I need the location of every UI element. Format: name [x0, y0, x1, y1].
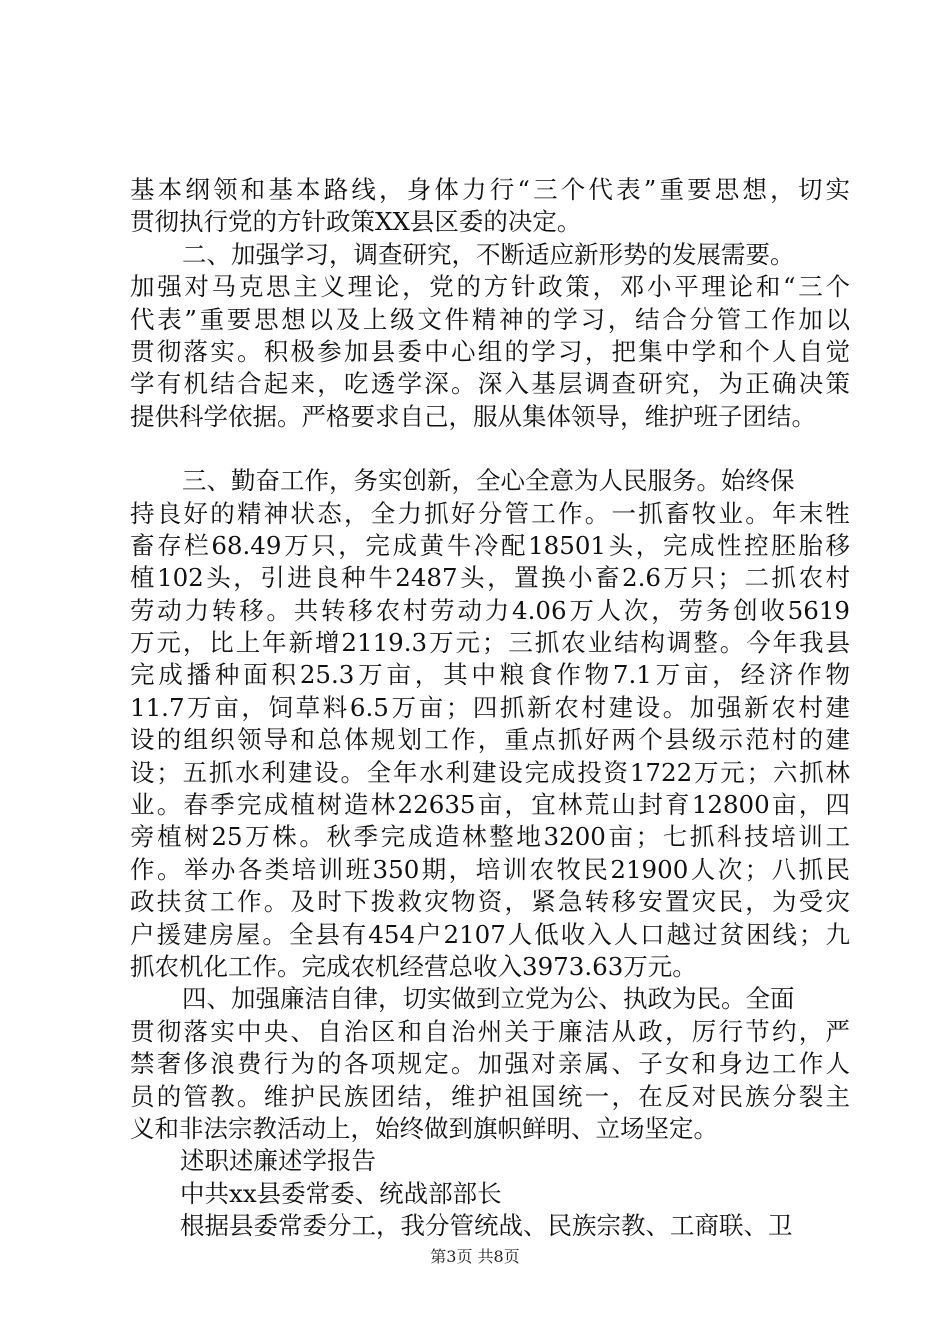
page-number: 第3页 共8页: [430, 1247, 520, 1266]
text-line: 提供科学依据。严格要求自己，服从集体领导，维护班子团结。: [130, 401, 816, 431]
text-line: 劳动力转移。共转移农村劳动力4.06万人次，劳务创收5619: [130, 595, 850, 625]
text-line: 基本纲领和基本路线，身体力行“三个代表”重要思想，切实: [130, 175, 850, 204]
text-line: 加强对马克思主义理论，党的方针政策，邓小平理论和“三个: [130, 272, 850, 302]
text-line: 11.7万亩，饲草料6.5万亩；四抓新农村建设。加强新农村建: [130, 692, 850, 722]
text-line: 代表”重要思想以及上级文件精神的学习，结合分管工作加以: [130, 304, 850, 334]
text-line: 完成播种面积25.3万亩，其中粮食作物7.1万亩，经济作物: [130, 660, 850, 690]
section-heading: 四、加强廉洁自律，切实做到立党为公、执政为民。全面: [182, 984, 795, 1014]
text-line: 根据县委常委分工，我分管统战、民族宗教、工商联、卫: [180, 1211, 793, 1241]
section-heading: 三、勤奋工作，务实创新，全心全意为人民服务。始终保: [182, 466, 795, 496]
report-title: 述职述廉述学报告: [180, 1146, 376, 1176]
text-line: 持良好的精神状态，全力抓好分管工作。一抓畜牧业。年末牲: [130, 498, 850, 528]
text-line: 设；五抓水利建设。全年水利建设完成投资1722万元；六抓林: [130, 757, 850, 787]
text-line: 禁奢侈浪费行为的各项规定。加强对亲属、子女和身边工作人: [130, 1049, 850, 1079]
text-line: 抓农机化工作。完成农机经营总收入3973.63万元。: [130, 951, 697, 981]
text-line: 政扶贫工作。及时下拨救灾物资，紧急转移安置灾民，为受灾: [130, 887, 850, 917]
text-line: 贯彻落实。积极参加县委中心组的学习，把集中学和个人自觉: [130, 336, 850, 366]
text-line: 植102头，引进良种牛2487头，置换小畜2.6万只；二抓农村: [130, 563, 850, 593]
text-line: 作。举办各类培训班350期，培训农牧民21900人次；八抓民: [130, 854, 850, 884]
text-line: 义和非法宗教活动上，始终做到旗帜鲜明、立场坚定。: [130, 1113, 718, 1143]
text-line: 业。春季完成植树造林22635亩，宜林荒山封育12800亩，四: [130, 790, 850, 820]
text-line: 贯彻执行党的方针政策XX县区委的决定。: [130, 207, 582, 237]
author-line: 中共xx县委常委、统战部部长: [180, 1178, 502, 1208]
text-line: 万元，比上年新增2119.3万元；三抓农业结构调整。今年我县: [130, 628, 850, 658]
text-line: 贯彻落实中央、自治区和自治州关于廉洁从政，厉行节约，严: [130, 1016, 850, 1046]
text-line: 学有机结合起来，吃透学深。深入基层调查研究，为正确决策: [130, 369, 850, 399]
text-line: 员的管教。维护民族团结，维护祖国统一，在反对民族分裂主: [130, 1081, 850, 1111]
paragraph-gap: [130, 433, 850, 465]
text-line: 畜存栏68.49万只，完成黄牛冷配18501头，完成性控胚胎移: [130, 530, 850, 560]
text-line: 旁植树25万株。秋季完成造林整地3200亩；七抓科技培训工: [130, 822, 850, 852]
body-text: [130, 174, 850, 1243]
text-line: 户援建房屋。全县有454户2107人低收入人口越过贫困线；九: [130, 919, 850, 949]
text-line: 设的组织领导和总体规划工作，重点抓好两个县级示范村的建: [130, 725, 850, 755]
section-heading: 二、加强学习，调查研究，不断适应新形势的发展需要。: [182, 239, 795, 269]
